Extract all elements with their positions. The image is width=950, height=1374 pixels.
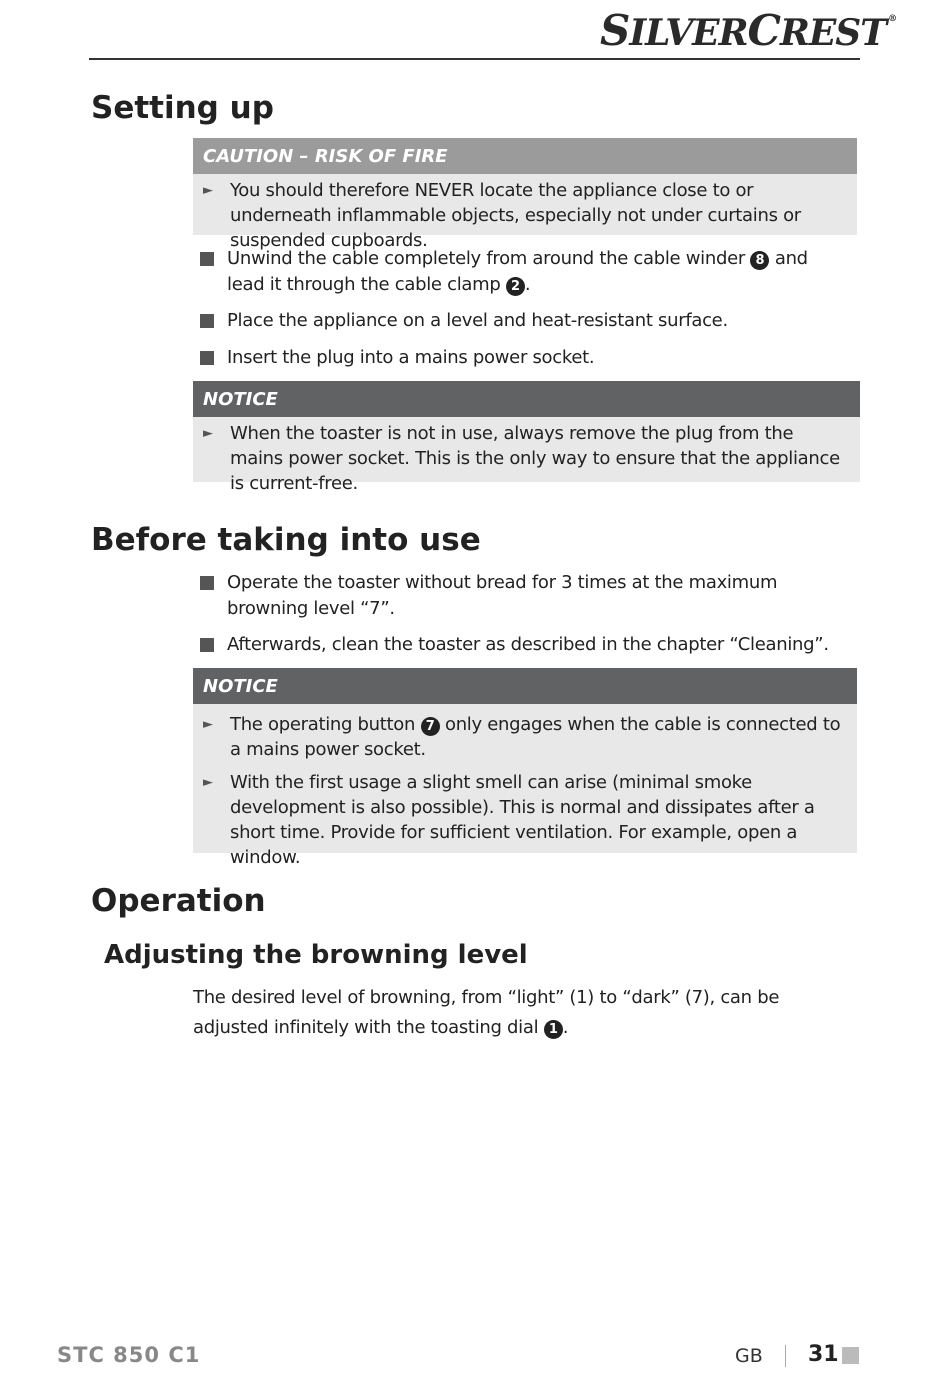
notice-heading: NOTICE <box>193 668 857 704</box>
footer-square-icon <box>842 1347 859 1364</box>
square-bullet-icon <box>200 576 214 590</box>
registered-mark: ® <box>888 14 897 24</box>
bullet-text: . <box>524 274 531 295</box>
list-item <box>200 246 847 298</box>
bullet-text: Unwind the cable completely from around the cable winder <box>227 248 751 269</box>
heading-setting-up: Setting up <box>91 90 274 126</box>
caution-heading: CAUTION – RISK OF FIRE <box>193 138 857 174</box>
number-badge: 8 <box>750 251 769 270</box>
header-rule <box>89 58 860 60</box>
bullet-text: Place the appliance on a level and heat-resistant surface. <box>227 310 728 331</box>
paragraph-text: The desired level of browning, from “light” (1) to “dark” (7), can be adjusted infinitely with the toasting dial <box>193 987 780 1038</box>
notice-text: only engages when the cable is connected to a mains power socket. <box>230 714 841 760</box>
subheading-browning-level: Adjusting the browning level <box>104 940 528 970</box>
notice-box <box>193 668 857 868</box>
brand-part-ilver: ILVER <box>629 12 748 54</box>
bullet-text: Afterwards, clean the toaster as described in the chapter “Cleaning”. <box>227 634 829 655</box>
square-bullet-icon <box>200 351 214 365</box>
footer-model: STC 850 C1 <box>57 1343 201 1367</box>
square-bullet-icon <box>200 638 214 652</box>
bullet-text: Operate the toaster without bread for 3 times at the maximum browning level “7”. <box>227 572 778 619</box>
page-number: 31 <box>808 1342 839 1367</box>
arrow-icon: ► <box>203 426 213 441</box>
list-item <box>200 632 847 658</box>
list-item <box>200 570 847 622</box>
bullet-text: Insert the plug into a mains power socket. <box>227 347 595 368</box>
caution-text: You should therefore NEVER locate the appliance close to or underneath inflammable objects, especially not under curtains or suspended cupboards. <box>230 180 801 251</box>
notice-text: When the toaster is not in use, always remove the plug from the mains power socket. This is the only way to ensure that the appliance is current-free. <box>230 423 840 494</box>
number-badge: 7 <box>421 717 440 736</box>
notice-heading: NOTICE <box>193 381 860 417</box>
brand-part-rest: REST <box>779 12 887 54</box>
number-badge: 1 <box>544 1020 563 1039</box>
caution-box <box>193 138 857 251</box>
paragraph-text: . <box>562 1017 569 1038</box>
heading-before-use: Before taking into use <box>91 522 481 558</box>
square-bullet-icon <box>200 252 214 266</box>
footer-divider <box>785 1345 786 1367</box>
brand-letter-s: S <box>600 6 630 55</box>
list-item <box>200 345 847 371</box>
arrow-icon: ► <box>203 775 213 790</box>
number-badge: 2 <box>506 277 525 296</box>
brand-letter-c: C <box>747 6 780 55</box>
arrow-icon: ► <box>203 717 213 732</box>
notice-box <box>193 381 860 494</box>
footer-language: GB <box>735 1345 763 1367</box>
bullet-text: and lead it through the cable clamp <box>227 248 808 295</box>
list-item <box>200 308 847 334</box>
square-bullet-icon <box>200 314 214 328</box>
brand-logo <box>600 6 896 55</box>
caution-item <box>203 178 847 253</box>
notice-text: The operating button <box>230 714 421 735</box>
notice-item <box>203 770 847 870</box>
notice-item <box>203 421 850 496</box>
notice-item <box>203 712 847 762</box>
notice-text: With the first usage a slight smell can arise (minimal smoke development is also possible). This is normal and dissipates after a short time. Provide for sufficient ventilation. For example, open a window. <box>230 772 815 868</box>
browning-paragraph <box>193 983 843 1043</box>
arrow-icon: ► <box>203 183 213 198</box>
heading-operation: Operation <box>91 883 266 919</box>
